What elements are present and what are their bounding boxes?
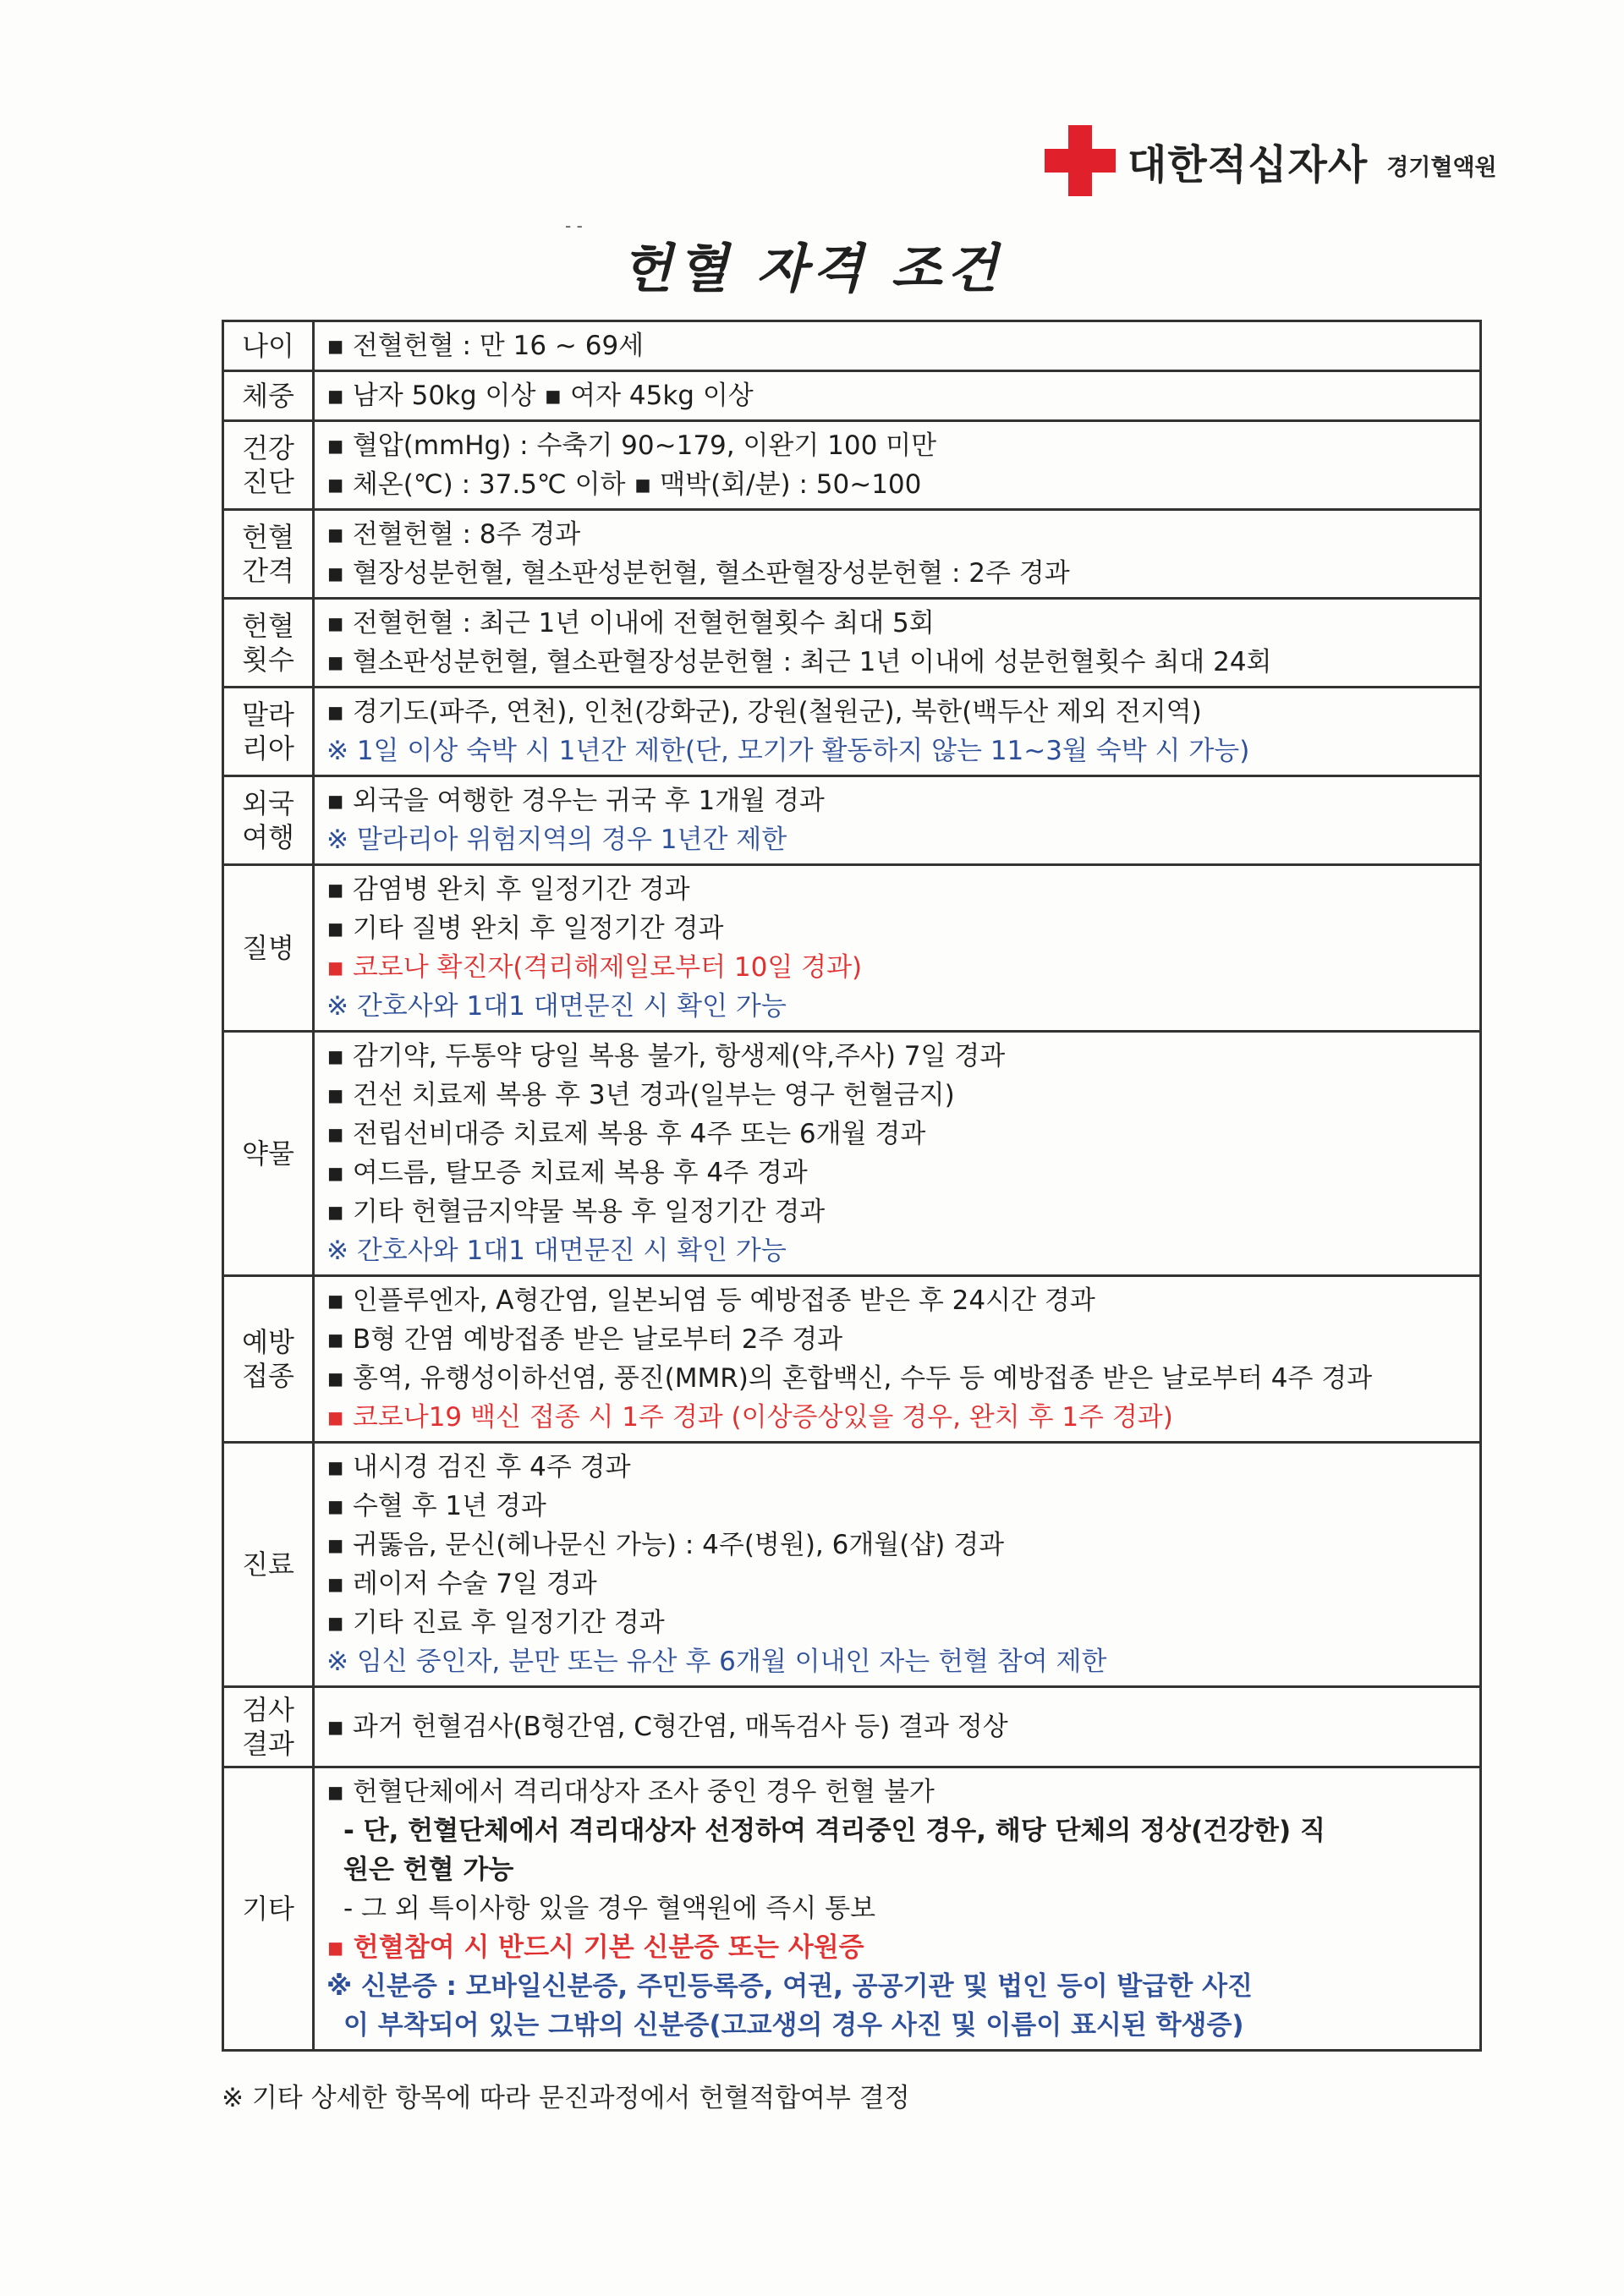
criteria-row bbox=[223, 688, 1481, 776]
criteria-line: ▪ 기타 질병 완치 후 일정기간 경과 bbox=[326, 913, 724, 944]
criteria-line: ▪ 코로나 확진자(격리해제일로부터 10일 경과) bbox=[326, 952, 863, 983]
org-name: 대한적십자사 bbox=[1127, 140, 1369, 189]
criteria-details bbox=[314, 865, 1481, 1032]
criteria-line: ▪ 내시경 검진 후 4주 경과 bbox=[326, 1452, 631, 1482]
criteria-line: ▪ 헌혈단체에서 격리대상자 조사 중인 경우 헌혈 불가 bbox=[326, 1777, 935, 1807]
criteria-details bbox=[314, 1767, 1481, 2051]
criteria-row bbox=[223, 1032, 1481, 1276]
criteria-category: 체중 bbox=[223, 371, 314, 421]
criteria-details bbox=[314, 1032, 1481, 1276]
criteria-line: ▪ 헌혈참여 시 반드시 기본 신분증 또는 사원증 bbox=[326, 1932, 864, 1963]
footer-note: ※ 기타 상세한 항목에 따라 문진과정에서 헌혈적합여부 결정 bbox=[222, 2083, 910, 2113]
org-branch: 경기혈액원 bbox=[1386, 154, 1497, 181]
criteria-category: 말라 리아 bbox=[223, 688, 314, 776]
criteria-line: ▪ 혈압(mmHg) : 수축기 90~179, 이완기 100 미만 bbox=[326, 430, 937, 461]
criteria-details bbox=[314, 421, 1481, 510]
criteria-line: ▪ 경기도(파주, 연천), 인천(강화군), 강원(철원군), 북한(백두산 제외 전지역) bbox=[326, 697, 1202, 727]
criteria-category: 헌혈 간격 bbox=[223, 510, 314, 599]
criteria-row bbox=[223, 1276, 1481, 1443]
criteria-category: 예방 접종 bbox=[223, 1276, 314, 1443]
criteria-category: 약물 bbox=[223, 1032, 314, 1276]
criteria-line: ※ 간호사와 1대1 대면문진 시 확인 가능 bbox=[326, 991, 787, 1022]
red-cross-logo bbox=[1045, 125, 1497, 196]
criteria-table bbox=[222, 320, 1482, 2052]
criteria-row bbox=[223, 865, 1481, 1032]
criteria-line: ▪ 귀뚫음, 문신(헤나문신 가능) : 4주(병원), 6개월(샵) 경과 bbox=[326, 1530, 1005, 1560]
criteria-details bbox=[314, 688, 1481, 776]
criteria-line: ▪ 과거 헌혈검사(B형간염, C형간염, 매독검사 등) 결과 정상 bbox=[326, 1712, 1008, 1742]
criteria-line: ▪ 혈소판성분헌혈, 혈소판혈장성분헌혈 : 최근 1년 이내에 성분헌혈횟수 최대 24회 bbox=[326, 647, 1272, 677]
criteria-line: ※ 신분증 : 모바일신분증, 주민등록증, 여권, 공공기관 및 법인 등이 발급한 사진 bbox=[326, 1971, 1253, 2002]
criteria-line: - 단, 헌혈단체에서 격리대상자 선정하여 격리중인 경우, 해당 단체의 정상(건강한) 직 bbox=[343, 1816, 1325, 1846]
criteria-line: ▪ 전혈헌혈 : 최근 1년 이내에 전혈헌혈횟수 최대 5회 bbox=[326, 608, 935, 638]
criteria-line: ▪ 감기약, 두통약 당일 복용 불가, 항생제(약,주사) 7일 경과 bbox=[326, 1041, 1006, 1071]
criteria-category: 검사 결과 bbox=[223, 1687, 314, 1767]
criteria-line: ▪ 홍역, 유행성이하선염, 풍진(MMR)의 혼합백신, 수두 등 예방접종 받은 날로부터 4주 경과 bbox=[326, 1363, 1373, 1394]
criteria-line: ▪ 남자 50kg 이상 ▪ 여자 45kg 이상 bbox=[326, 381, 754, 411]
criteria-line: ▪ 기타 진료 후 일정기간 경과 bbox=[326, 1608, 665, 1638]
criteria-row bbox=[223, 599, 1481, 688]
criteria-line: ▪ 전립선비대증 치료제 복용 후 4주 또는 6개월 경과 bbox=[326, 1119, 926, 1149]
criteria-line: ▪ 외국을 여행한 경우는 귀국 후 1개월 경과 bbox=[326, 786, 825, 816]
dash-mark: - - bbox=[565, 216, 583, 236]
criteria-row bbox=[223, 1767, 1481, 2051]
criteria-line: ※ 간호사와 1대1 대면문진 시 확인 가능 bbox=[326, 1236, 787, 1266]
criteria-category: 질병 bbox=[223, 865, 314, 1032]
criteria-category: 나이 bbox=[223, 321, 314, 371]
criteria-details bbox=[314, 510, 1481, 599]
criteria-line: ▪ 감염병 완치 후 일정기간 경과 bbox=[326, 874, 690, 905]
criteria-category: 진료 bbox=[223, 1443, 314, 1687]
criteria-line: 이 부착되어 있는 그밖의 신분증(고교생의 경우 사진 및 이름이 표시된 학생증) bbox=[343, 2010, 1244, 2041]
criteria-line: ▪ 레이저 수술 7일 경과 bbox=[326, 1569, 597, 1599]
criteria-line: ▪ 전혈헌혈 : 8주 경과 bbox=[326, 519, 581, 550]
criteria-line: ▪ 여드름, 탈모증 치료제 복용 후 4주 경과 bbox=[326, 1158, 808, 1188]
criteria-row bbox=[223, 510, 1481, 599]
criteria-details bbox=[314, 1443, 1481, 1687]
criteria-line: ※ 임신 중인자, 분만 또는 유산 후 6개월 이내인 자는 헌혈 참여 제한 bbox=[326, 1647, 1107, 1677]
criteria-row bbox=[223, 776, 1481, 865]
criteria-line: ▪ 체온(℃) : 37.5℃ 이하 ▪ 맥박(회/분) : 50~100 bbox=[326, 469, 922, 500]
criteria-row bbox=[223, 1687, 1481, 1767]
criteria-details bbox=[314, 599, 1481, 688]
criteria-category: 건강 진단 bbox=[223, 421, 314, 510]
criteria-details bbox=[314, 371, 1481, 421]
criteria-row bbox=[223, 1443, 1481, 1687]
criteria-line: - 그 외 특이사항 있을 경우 혈액원에 즉시 통보 bbox=[343, 1893, 876, 1924]
criteria-line: ▪ B형 간염 예방접종 받은 날로부터 2주 경과 bbox=[326, 1324, 843, 1355]
criteria-line: ※ 1일 이상 숙박 시 1년간 제한(단, 모기가 활동하지 않는 11~3월 숙박 시 가능) bbox=[326, 736, 1250, 766]
criteria-line: ▪ 전혈헌혈 : 만 16 ~ 69세 bbox=[326, 331, 645, 361]
criteria-details bbox=[314, 776, 1481, 865]
criteria-row bbox=[223, 421, 1481, 510]
criteria-details bbox=[314, 1687, 1481, 1767]
criteria-line: ▪ 수혈 후 1년 경과 bbox=[326, 1491, 546, 1521]
criteria-details bbox=[314, 1276, 1481, 1443]
criteria-line: ▪ 인플루엔자, A형간염, 일본뇌염 등 예방접종 받은 후 24시간 경과 bbox=[326, 1285, 1095, 1316]
criteria-line: ▪ 혈장성분헌혈, 혈소판성분헌혈, 혈소판혈장성분헌혈 : 2주 경과 bbox=[326, 558, 1070, 589]
criteria-line: ※ 말라리아 위험지역의 경우 1년간 제한 bbox=[326, 825, 787, 855]
criteria-line: ▪ 코로나19 백신 접종 시 1주 경과 (이상증상있을 경우, 완치 후 1주 경과) bbox=[326, 1402, 1173, 1433]
criteria-details bbox=[314, 321, 1481, 371]
criteria-row bbox=[223, 371, 1481, 421]
criteria-row bbox=[223, 321, 1481, 371]
criteria-category: 기타 bbox=[223, 1767, 314, 2051]
criteria-line: ▪ 건선 치료제 복용 후 3년 경과(일부는 영구 헌혈금지) bbox=[326, 1080, 955, 1110]
criteria-category: 헌혈 횟수 bbox=[223, 599, 314, 688]
criteria-line: ▪ 기타 헌혈금지약물 복용 후 일정기간 경과 bbox=[326, 1197, 826, 1227]
page-title: 헌혈 자격 조건 bbox=[621, 238, 1003, 299]
red-cross-icon bbox=[1045, 125, 1116, 196]
criteria-line: 원은 헌혈 가능 bbox=[343, 1855, 514, 1885]
criteria-category: 외국 여행 bbox=[223, 776, 314, 865]
